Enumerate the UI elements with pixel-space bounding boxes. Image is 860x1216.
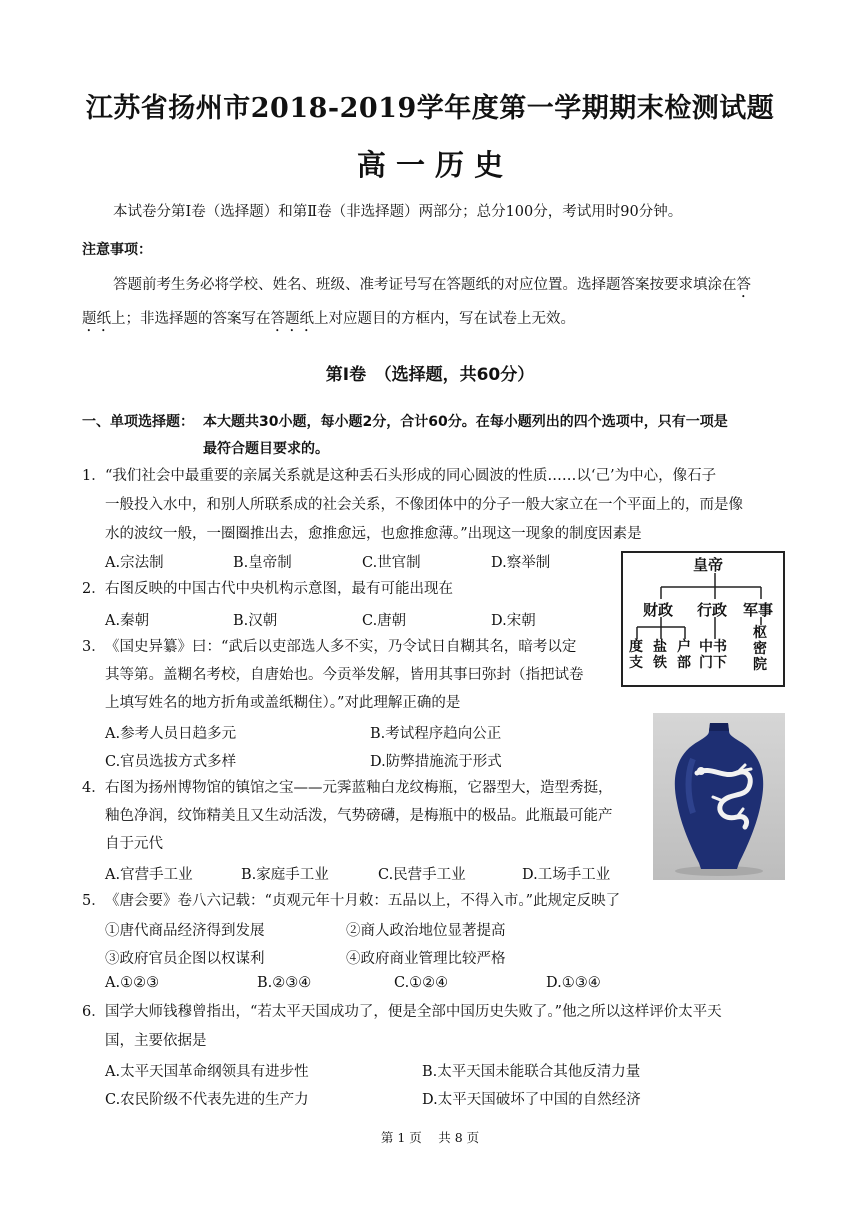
meiping-vase-image (653, 713, 785, 880)
notice-line-1 (113, 271, 751, 301)
q5-statement-4: ④政府商业管理比较严格 (346, 951, 506, 967)
q4-option-a: A.官营手工业 (105, 867, 193, 883)
diagram-leaf-duzhi: 度支 (629, 639, 643, 671)
q4-option-d: D.工场手工业 (522, 867, 611, 883)
q1-line-3: 水的波纹一般，一圈圈推出去，愈推愈远，也愈推愈薄。”出现这一现象的制度因素是 (105, 526, 642, 542)
notice-line-2-text-a: 上；非选择题的答案写在 (111, 311, 271, 327)
q5-option-b: B.②③④ (257, 975, 312, 991)
subject-title: 高 一 历 史 (356, 148, 504, 182)
q6-line-1: 国学大师钱穆曾指出，“若太平天国成功了，便是全部中国历史失败了。”他之所以这样评价太平天 (105, 1004, 722, 1020)
notice-line-2 (82, 305, 575, 335)
section-title: 第Ⅰ卷 （选择题，共60分） (325, 365, 535, 385)
notice-line-2-emph-b: 答题纸 (270, 311, 314, 327)
q1-line-1: “我们社会中最重要的亲属关系就是这种丢石头形成的同心圆波的性质……以‘己’为中心，像石子 (105, 468, 717, 484)
q3-option-d: D.防弊措施流于形式 (370, 754, 502, 770)
q2-number: 2． (82, 581, 106, 597)
q3-line-2: 其等第。盖糊名考校，自唐始也。今贡举发解，皆用其事曰弥封（指把试卷 (105, 667, 584, 683)
diagram-leaf-zhongshumenxia: 中书门下 (699, 639, 727, 671)
q3-option-b: B.考试程序趋向公正 (370, 726, 502, 742)
q5-line-1: 《唐会要》卷八六记载：“贞观元年十月敕：五品以上，不得入市。”此规定反映了 (105, 893, 621, 909)
q3-line-1: 《国史异纂》曰：“武后以吏部选人多不实，乃令试日自糊其名，暗考以定 (105, 639, 577, 655)
q5-option-a: A.①②③ (105, 975, 160, 991)
q4-line-2: 釉色净润，纹饰精美且又生动活泼，气势磅礴，是梅瓶中的极品。此瓶最可能产 (105, 808, 613, 824)
intro-text: 本试卷分第Ⅰ卷（选择题）和第Ⅱ卷（非选择题）两部分；总分100分，考试用时90分钟。 (113, 204, 683, 220)
q4-line-1: 右图为扬州博物馆的镇馆之宝——元霁蓝釉白龙纹梅瓶，它器型大，造型秀挺， (105, 780, 613, 796)
q6-option-c: C.农民阶级不代表先进的生产力 (105, 1092, 309, 1108)
q2-option-b: B.汉朝 (233, 613, 278, 629)
page-footer: 第 1 页 共 8 页 (380, 1130, 480, 1145)
q1-option-a: A.宗法制 (105, 555, 164, 571)
q4-number: 4． (82, 780, 106, 796)
q1-option-c: C.世官制 (362, 555, 421, 571)
notice-heading: 注意事项： (82, 242, 152, 258)
q5-option-c: C.①②④ (394, 975, 449, 991)
q3-option-c: C.官员选拔方式多样 (105, 754, 237, 770)
q5-statement-2: ②商人政治地位显著提高 (346, 923, 506, 939)
q6-number: 6． (82, 1004, 106, 1020)
q5-statement-1: ①唐代商品经济得到发展 (105, 923, 265, 939)
vase-illustration (653, 713, 785, 880)
q5-statement-3: ③政府官员企图以权谋利 (105, 951, 265, 967)
q2-option-a: A.秦朝 (105, 613, 150, 629)
q1-option-b: B.皇帝制 (233, 555, 292, 571)
part-desc-1: 本大题共30小题，每小题2分，合计60分。在每小题列出的四个选项中，只有一项是 (203, 414, 728, 430)
part-label: 一、单项选择题： (82, 414, 194, 430)
q4-line-3: 自于元代 (105, 836, 163, 852)
notice-line-2-text-b: 上对应题目的方框内，写在试卷上无效。 (314, 311, 575, 327)
q3-option-a: A.参考人员日趋多元 (105, 726, 237, 742)
diagram-branch-administration: 行政 (697, 601, 728, 619)
diagram-leaf-yantie: 盐铁 (653, 639, 667, 671)
q2-line-1: 右图反映的中国古代中央机构示意图，最有可能出现在 (105, 581, 453, 597)
q4-option-b: B.家庭手工业 (241, 867, 329, 883)
exam-title: 江苏省扬州市2018-2019学年度第一学期期末检测试题 (85, 93, 775, 124)
notice-line-1-text: 答题前考生务必将学校、姓名、班级、准考证号写在答题纸的对应位置。选择题答案按要求填涂在 (113, 277, 737, 293)
q6-option-b: B.太平天国未能联合其他反清力量 (422, 1064, 641, 1080)
central-government-diagram (621, 551, 785, 687)
q1-option-d: D.察举制 (491, 555, 551, 571)
q1-line-2: 一般投入水中，和别人所联系成的社会关系，不像团体中的分子一般大家立在一个平面上的，而是像 (105, 497, 743, 513)
notice-line-2-emph-a: 题纸 (82, 311, 111, 327)
part-desc-2: 最符合题目要求的。 (203, 441, 329, 457)
q3-number: 3． (82, 639, 106, 655)
q2-option-c: C.唐朝 (362, 613, 407, 629)
q6-option-a: A.太平天国革命纲领具有进步性 (105, 1064, 309, 1080)
diagram-root: 皇帝 (693, 556, 724, 574)
q1-number: 1． (82, 468, 106, 484)
diagram-branch-military: 军事 (743, 601, 774, 619)
q5-number: 5． (82, 893, 106, 909)
q3-line-3: 上填写姓名的地方折角或盖纸糊住）。”对此理解正确的是 (105, 695, 461, 711)
q5-option-d: D.①③④ (546, 975, 601, 991)
q6-line-2: 国，主要依据是 (105, 1033, 207, 1049)
q2-option-d: D.宋朝 (491, 613, 536, 629)
notice-line-1-emph: 答 (736, 277, 751, 293)
q4-option-c: C.民营手工业 (378, 867, 466, 883)
diagram-branch-finance: 财政 (643, 601, 674, 619)
diagram-leaf-hubu: 户部 (677, 639, 691, 671)
q6-option-d: D.太平天国破坏了中国的自然经济 (422, 1092, 641, 1108)
diagram-leaf-shumiyuan: 枢密院 (753, 625, 767, 673)
